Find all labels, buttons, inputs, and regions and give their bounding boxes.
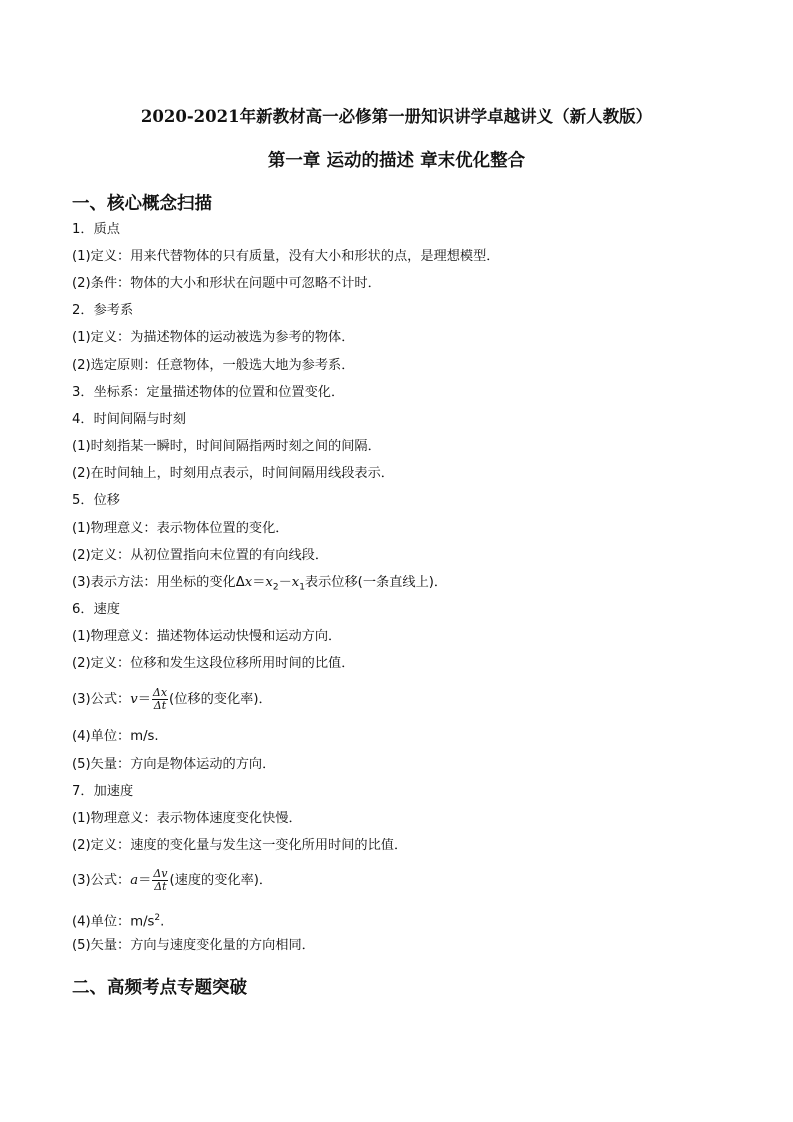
text-segment: (3)公式： [72, 692, 131, 707]
fraction-numerator: Δv [153, 866, 168, 880]
math-var-x: x [244, 575, 253, 590]
text-segment: (4)单位：m/s [72, 914, 155, 930]
item-heading-reference-frame: 2．参考系 [72, 303, 134, 318]
item-heading-coordinate-system: 3．坐标系：定量描述物体的位置和位置变化． [72, 385, 345, 400]
math-var-v: v [130, 692, 138, 707]
text-line: (2)定义：从初位置指向末位置的有向线段． [72, 548, 329, 563]
text-line: (1)定义：用来代替物体的只有质量，没有大小和形状的点，是理想模型． [72, 249, 500, 264]
text-line: (1)定义：为描述物体的运动被选为参考的物体． [72, 330, 355, 345]
text-line: (2)选定原则：任意物体，一般选大地为参考系． [72, 358, 355, 373]
subscript-2: 2 [272, 582, 279, 593]
math-var-x1: x [291, 575, 300, 590]
text-line: (4)单位：m/s. [72, 729, 159, 744]
item-heading-time: 4．时间间隔与时刻 [72, 412, 186, 427]
text-segment: (速度的变化率)． [169, 873, 273, 888]
velocity-fraction [152, 687, 168, 712]
text-line: (2)定义：位移和发生这段位移所用时间的比值． [72, 656, 355, 671]
text-line: (2)在时间轴上，时刻用点表示，时间间隔用线段表示． [72, 466, 394, 481]
velocity-formula-line [72, 685, 272, 715]
displacement-formula-line [72, 574, 447, 597]
minus-sign: － [278, 575, 292, 590]
math-var-x2: x [265, 575, 273, 590]
unit-line [72, 909, 164, 931]
equals-sign: ＝ [138, 873, 152, 888]
fraction-numerator: Δx [152, 685, 168, 699]
acceleration-fraction [152, 868, 168, 893]
section-heading-key-topics: 二、高频考点专题突破 [72, 978, 247, 998]
item-heading-particle: 1．质点 [72, 222, 120, 237]
math-var-a: a [130, 873, 139, 888]
section-heading-core-concepts: 一、核心概念扫描 [72, 194, 212, 214]
text-line: (2)定义：速度的变化量与发生这一变化所用时间的比值． [72, 838, 408, 853]
text-segment: 表示位移(一条直线上)． [304, 575, 448, 590]
text-line: (2)条件：物体的大小和形状在问题中可忽略不计时． [72, 276, 381, 291]
equals-sign: ＝ [252, 575, 266, 590]
text-line: (1)时刻指某一瞬时，时间间隔指两时刻之间的间隔． [72, 439, 381, 454]
item-heading-acceleration: 7．加速度 [72, 784, 134, 799]
item-heading-velocity: 6．速度 [72, 602, 120, 617]
text-line: (1)物理意义：表示物体速度变化快慢． [72, 811, 302, 826]
text-line: (5)矢量：方向与速度变化量的方向相同． [72, 938, 315, 953]
fraction-denominator: Δt [153, 698, 167, 712]
equals-sign: ＝ [137, 692, 151, 707]
text-line: (1)物理意义：表示物体位置的变化． [72, 521, 289, 536]
superscript-2: 2 [154, 913, 161, 923]
text-segment: (3)公式： [72, 873, 131, 888]
text-line: (5)矢量：方向是物体运动的方向． [72, 757, 276, 772]
fraction-denominator: Δt [154, 879, 167, 893]
item-heading-displacement: 5．位移 [72, 493, 120, 508]
text-segment: (3)表示方法：用坐标的变化Δ [72, 575, 245, 590]
text-line: (1)物理意义：描述物体运动快慢和运动方向． [72, 629, 342, 644]
subscript-1: 1 [299, 582, 305, 593]
text-segment: . [160, 914, 165, 930]
document-title: 2020-2021年新教材高一必修第一册知识讲学卓越讲义（新人教版） [140, 107, 653, 126]
chapter-subtitle: 第一章 运动的描述 章末优化整合 [267, 151, 526, 171]
text-segment: (位移的变化率)． [169, 692, 272, 707]
acceleration-formula-line [72, 866, 272, 896]
